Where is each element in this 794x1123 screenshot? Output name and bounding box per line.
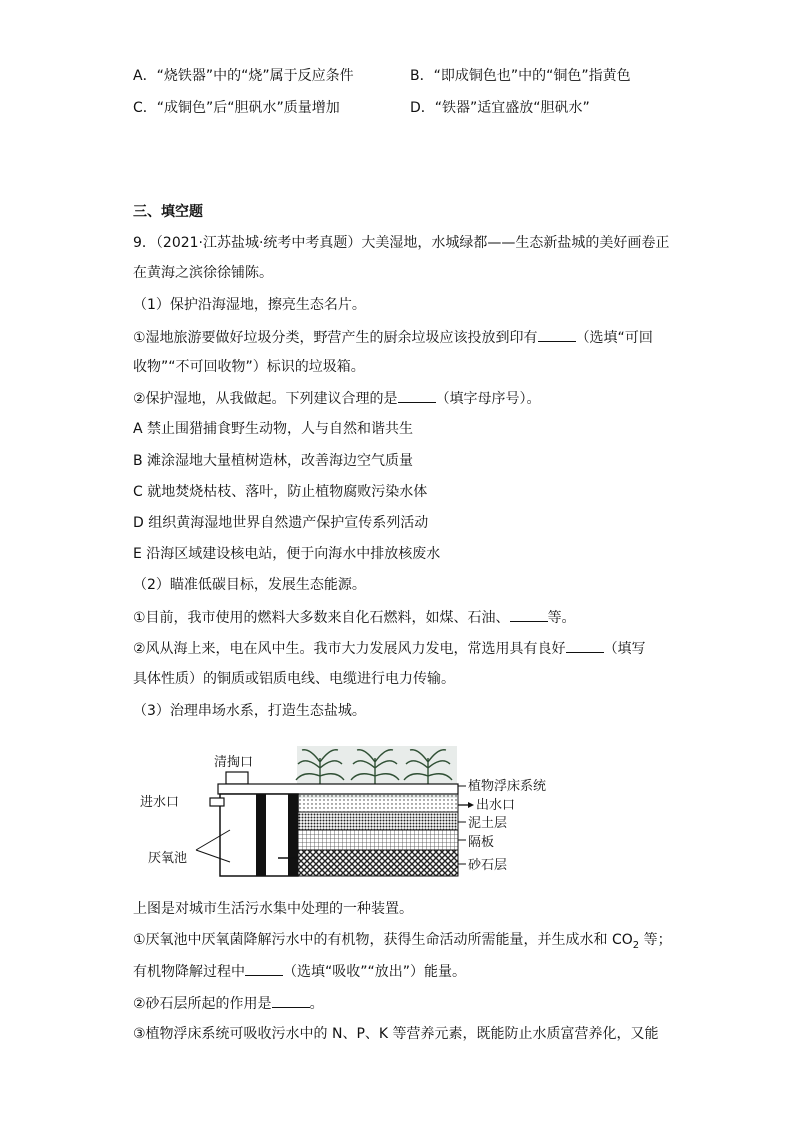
option-d: D．“铁器”适宜盛放“胆矾水” [410,100,590,116]
q9-part1-item2-text: ②保护湿地，从我做起。下列建议合理的是 [133,391,398,407]
option-c: C．“成铜色”后“胆矾水”质量增加 [133,100,340,116]
q9-part3-item2-text: ②砂石层所起的作用是 [133,996,272,1012]
q9-part3-item1-cont [133,961,663,982]
choice-b: B 滩涂湿地大量植树造林，改善海边空气质量 [133,453,414,469]
diagram-caption: 上图是对城市生活污水集中处理的一种装置。 [133,901,413,917]
label-inlet: 进水口 [140,795,180,810]
gravel-layer [298,850,458,876]
q9-part1-item1-text: ①湿地旅游要做好垃圾分类，野营产生的厨余垃圾应该投放到印有 [133,330,538,346]
q9-part2-item2-text: ②风从海上来，电在风中生。我市大力发展风力发电，常选用具有良好 [133,641,566,657]
q9-part3-item1-text: ①厌氧池中厌氧菌降解污水中的有机物，获得生命活动所需能量，并生成水和 CO [133,932,633,948]
q9-part2-item1 [133,607,663,628]
water-layer [298,794,458,812]
q9-part3-item1-cont-text: 有机物降解过程中 [133,964,245,980]
q9-part1-item2-hint: （填字母序号）。 [435,391,541,407]
inlet-pipe [210,798,224,806]
sewage-treatment-diagram [130,738,570,883]
co2-subscript: 2 [632,939,640,951]
option-a: A．“烧铁器”中的“烧”属于反应条件 [133,68,354,84]
choice-e: E 沿海区域建设核电站，便于向海水中排放核废水 [133,546,441,562]
answer-blank[interactable] [566,638,604,653]
q9-part1-item1 [133,327,663,348]
q9-part2-item2-hint: （填写 [603,641,646,657]
choice-d: D 组织黄海湿地世界自然遗产保护宣传系列活动 [133,515,429,531]
choice-c: C 就地焚烧枯枝、落叶，防止植物腐败污染水体 [133,484,428,500]
q9-stem-line2: 在黄海之滨徐徐铺陈。 [133,265,273,281]
q9-part1-item1-cont: 收物”“不可回收物”）标识的垃圾箱。 [133,359,365,375]
q9-part2-item1-end: 等。 [547,610,576,626]
soil-layer [298,812,458,830]
label-anaerobic: 厌氧池 [148,851,188,866]
answer-blank[interactable] [245,961,283,976]
q9-part2-item2 [133,638,663,659]
label-soil: 泥土层 [468,816,508,831]
answer-blank[interactable] [398,388,436,403]
option-b: B．“即成铜色也”中的“铜色”指黄色 [410,68,631,84]
section-title: 三、填空题 [133,204,203,220]
label-plant-bed: 植物浮床系统 [468,779,547,794]
q9-part2-title: （2）瞄准低碳目标，发展生态能源。 [133,577,366,593]
partition-layer [298,830,458,850]
q9-part3-item1-hint: （选填“吸收”“放出”）能量。 [283,964,467,980]
answer-blank[interactable] [538,327,576,342]
choice-a: A 禁止围猎捕食野生动物，人与自然和谐共生 [133,421,414,437]
q9-part2-item1-text: ①目前，我市使用的燃料大多数来自化石燃料，如煤、石油、 [133,610,510,626]
q9-part2-item2-cont: 具体性质）的铜质或铝质电线、电缆进行电力传输。 [133,671,455,687]
q9-part3-item2 [133,993,663,1014]
q9-part3-item1-end: 等； [639,932,672,948]
q9-part3-item3: ③植物浮床系统可吸收污水中的 N、P、K 等营养元素，既能防止水质富营养化，又能 [133,1026,659,1042]
label-outlet: 出水口 [476,798,516,813]
cleanout-port [226,772,248,784]
q9-part1-item2 [133,388,663,409]
q9-part3-item2-end: 。 [309,996,324,1012]
q9-part1-title: （1）保护沿海湿地，擦亮生态名片。 [133,297,366,313]
label-partition: 隔板 [468,835,495,850]
label-gravel: 砂石层 [468,858,508,873]
answer-blank[interactable] [272,993,310,1008]
q9-part1-item1-hint: （选填“可回 [575,330,653,346]
q9-stem-line1: 9．（2021·江苏盐城·统考中考真题）大美湿地，水城绿都——生态新盐城的美好画卷正 [133,235,670,251]
label-cleanout: 清掏口 [214,755,254,770]
q9-part3-item1 [133,930,672,951]
q9-part3-title: （3）治理串场水系，打造生态盐城。 [133,703,366,719]
answer-blank[interactable] [510,607,548,622]
